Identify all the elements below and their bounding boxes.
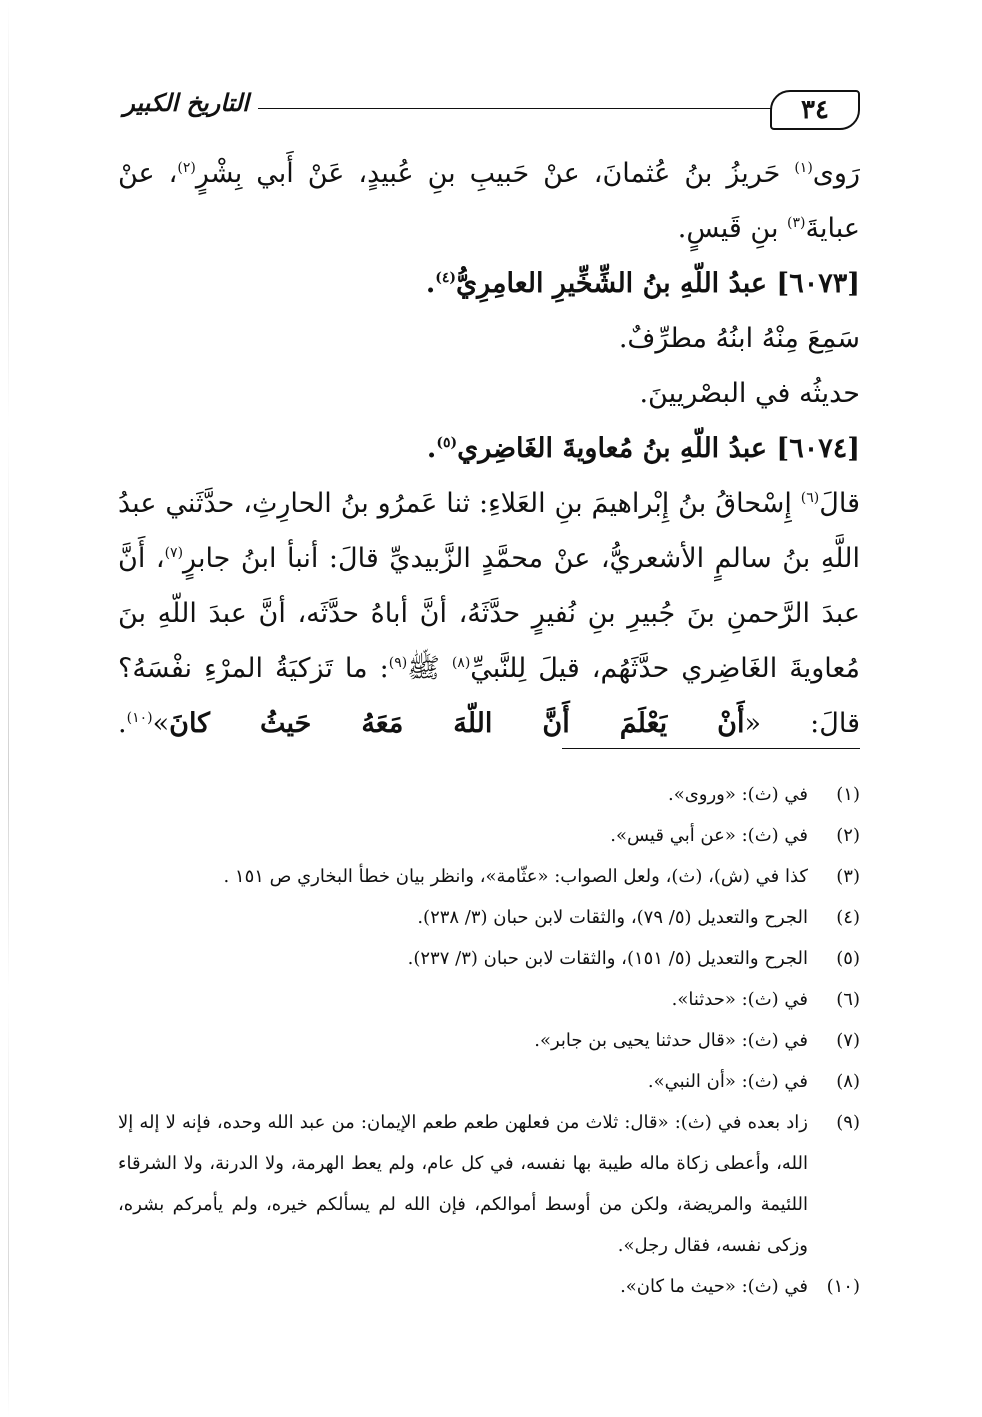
footnote-item [118, 815, 860, 856]
footnote-number: (١) [836, 784, 860, 805]
footnote-number: (٨) [836, 1071, 860, 1092]
footnote-item [118, 979, 860, 1020]
text-line-samia: سَمِعَ مِنْهُ ابنُهُ مطرِّفٌ. [618, 323, 860, 354]
footnote-item [118, 1266, 860, 1307]
footnote-text: كذا في (ش)، (ث)، ولعل الصواب: «عثّامة»، وانظر بيان خطأ البخاري ص ١٥١ . [223, 866, 808, 887]
footnote-ref-2[interactable]: (٢) [177, 160, 196, 176]
footnote-number: (٦) [836, 989, 860, 1010]
footnote-text: في (ث): «حدثنا». [671, 989, 808, 1010]
footnote-ref-7[interactable]: (٧) [164, 545, 184, 561]
footnote-ref-4[interactable]: (٤) [435, 270, 457, 286]
footnote-separator [562, 748, 860, 749]
footnote-item [118, 774, 860, 815]
footnote-item [118, 897, 860, 938]
paragraph-riwaya: رَوى$^{(١)}$ حَريزُ بنُ عُثمانَ، عنْ حَبيبِ بنِ عُبيدٍ، عَنْ أَبي بِشْرٍ$^{(٢)}$، عنْ عبايةَ$^{(٣)}$ بنِ قَيسٍ. [118, 158, 860, 244]
footnotes-section [118, 774, 860, 1307]
footnote-text: في (ث): «عن أبي قيس». [610, 825, 808, 846]
footnote-item [118, 856, 860, 897]
footnote-text: الجرح والتعديل (٥/ ٧٩)، والثقات لابن حبان (٣/ ٢٣٨). [417, 907, 808, 928]
page-number: ٣٤ [770, 90, 860, 130]
footnote-text: في (ث): «أن النبي». [647, 1071, 808, 1092]
footnote-ref-3[interactable]: (٣) [787, 215, 806, 231]
paragraph-hadith: قالَ$^{(٦)}$ إِسْحاقُ بنُ إِبْراهيمَ بنِ العَلاءِ: ثنا عَمرُو بنُ الحارِثِ، حدَّثَني عبدُ اللَّهِ بنُ سالمٍ الأشعريُّ، عنْ محمَّدٍ الزَّبيديِّ قالَ: أنبأ ابنُ جابرٍ$^{(٧)}$، أَنَّ عبدَ الرَّحمنِ بنَ جُبيرِ بنِ نُفيرٍ حدَّثَهُ، أنَّ أباهُ حدَّثَه، أنَّ عبدَ اللّهِ بنَ مُعاويةَ الغَاضِري حدَّثَهُم، قيلَ لِلنَّبيِّ$^{(٨)}$ ﷺ$^{(٩)}$: ما تَزكيَةُ المرْءِ نفْسَهُ؟ قالَ: «أَنْ يَعْلَمَ أَنَّ اللّهَ مَعَهُ حَيثُ كانَ»$^{(١٠)}$. [118, 488, 860, 739]
page-header [118, 86, 860, 130]
footnote-text: زاد بعده في (ث): «قال: ثلاث من فعلهن طعم طعم الإيمان: من عبد الله وحده، فإنه لا إله إلا الله، وأعطى زكاة ماله طيبة بها نفسه، في كل عام، ولم يعط الهرمة، ولا الدرنة، ولا الشرقاء اللئيمة والمريضة، ولكن من أوسط أموالكم، فإن الله لم يسألكم خيره، ولم يأمركم بشره، وزكى نفسه، فقال رجل». [118, 1112, 808, 1256]
book-title: التاريخ الكبير [123, 88, 249, 117]
footnote-ref-6[interactable]: (٦) [800, 490, 820, 506]
footnote-text: في (ث): «وروى». [667, 784, 808, 805]
footnote-number: (٤) [836, 907, 860, 928]
page-edge-shadow [8, 0, 9, 1417]
main-text [118, 146, 860, 751]
footnote-ref-5[interactable]: (٥) [436, 435, 458, 451]
footnote-ref-8[interactable]: (٨) [451, 655, 471, 671]
footnote-ref-10[interactable]: (١٠) [126, 710, 153, 726]
footnote-number: (٣) [836, 866, 860, 887]
footnote-text: الجرح والتعديل (٥/ ١٥١)، والثقات لابن حبان (٣/ ٢٣٧). [407, 948, 808, 969]
footnote-text: في (ث): «حيث ما كان». [620, 1276, 808, 1297]
entry-heading-6074: [٦٠٧٤] عبدُ اللّهِ بنُ مُعاويةَ الغَاضِري$^{(٥)}$. [426, 433, 860, 464]
footnote-item [118, 1020, 860, 1061]
header-rule [258, 108, 772, 109]
footnote-number: (٧) [836, 1030, 860, 1051]
hadith-quote: أَنْ يَعْلَمَ أَنَّ اللّهَ مَعَهُ حَيثُ كانَ [169, 708, 745, 739]
footnote-item [118, 938, 860, 979]
footnote-ref-1[interactable]: (١) [794, 160, 813, 176]
footnote-text: في (ث): «قال حدثنا يحيى بن جابر». [534, 1030, 808, 1051]
footnote-number: (٥) [836, 948, 860, 969]
text-line-hadithuhu: حديثُه في البصْريينَ. [639, 378, 860, 409]
footnote-item [118, 1102, 860, 1266]
footnote-number: (١٠) [826, 1276, 860, 1297]
footnote-ref-9[interactable]: (٩) [388, 655, 408, 671]
footnote-number: (٩) [836, 1112, 860, 1133]
footnote-item [118, 1061, 860, 1102]
footnote-number: (٢) [836, 825, 860, 846]
entry-heading-6073: [٦٠٧٣] عبدُ اللّهِ بنُ الشِّخِّيرِ العامِرِيُّ$^{(٤)}$. [425, 268, 860, 299]
